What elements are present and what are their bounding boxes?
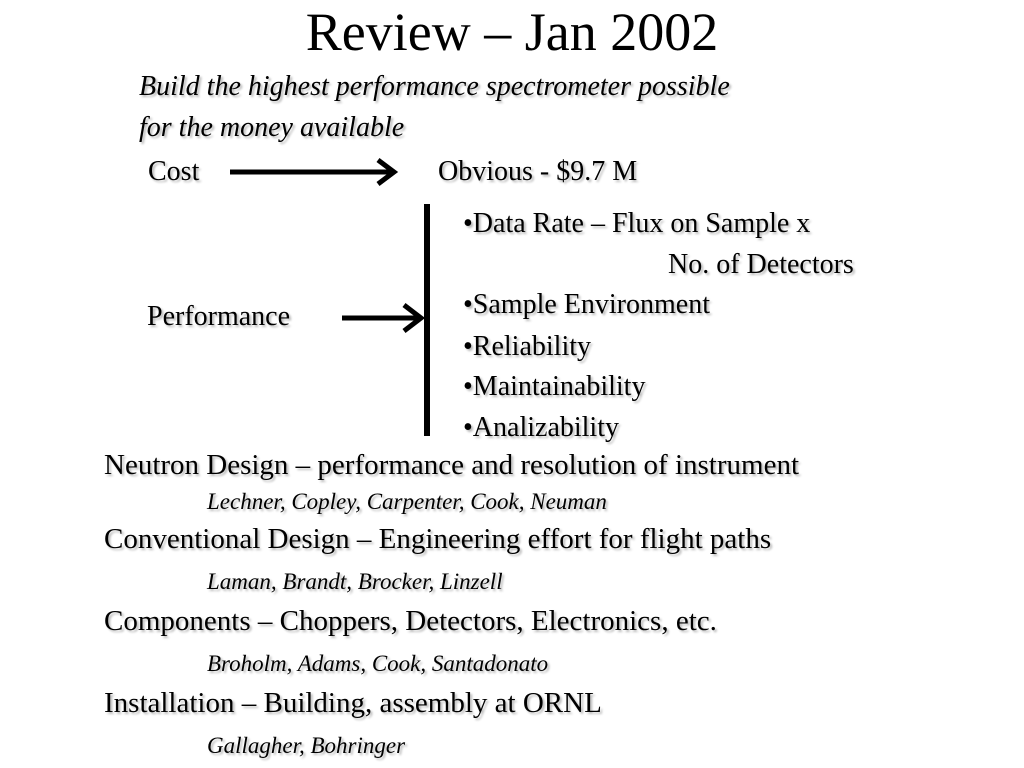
cost-label: Cost xyxy=(148,156,200,187)
performance-label: Performance xyxy=(147,301,291,332)
performance-item-maintainability: •Maintainability xyxy=(463,371,646,402)
section-heading-conventional-design: Conventional Design – Engineering effort for flight paths xyxy=(104,523,772,555)
section-people-neutron-design: Lechner, Copley, Carpenter, Cook, Neuman xyxy=(207,489,607,514)
performance-bracket-line xyxy=(422,204,432,436)
performance-item-sample-environment: •Sample Environment xyxy=(463,289,710,320)
slide-title: Review – Jan 2002 xyxy=(305,2,719,62)
section-people-conventional-design: Laman, Brandt, Brocker, Linzell xyxy=(207,569,503,594)
section-heading-neutron-design: Neutron Design – performance and resolution of instrument xyxy=(104,449,800,481)
cost-arrow-icon xyxy=(228,158,408,188)
goal-line-2: for the money available xyxy=(139,112,405,143)
section-heading-components: Components – Choppers, Detectors, Electronics, etc. xyxy=(104,605,717,637)
goal-line-1: Build the highest performance spectrometer possible xyxy=(139,71,730,102)
performance-item-data-rate-continued: No. of Detectors xyxy=(668,249,854,280)
performance-item-reliability: •Reliability xyxy=(463,331,592,362)
cost-value: Obvious - $9.7 M xyxy=(438,156,638,187)
performance-item-data-rate: •Data Rate – Flux on Sample x xyxy=(463,208,811,239)
section-people-installation: Gallagher, Bohringer xyxy=(207,733,406,758)
section-heading-installation: Installation – Building, assembly at ORNL xyxy=(104,687,602,719)
section-people-components: Broholm, Adams, Cook, Santadonato xyxy=(207,651,549,676)
performance-item-analizability: •Analizability xyxy=(463,412,619,443)
